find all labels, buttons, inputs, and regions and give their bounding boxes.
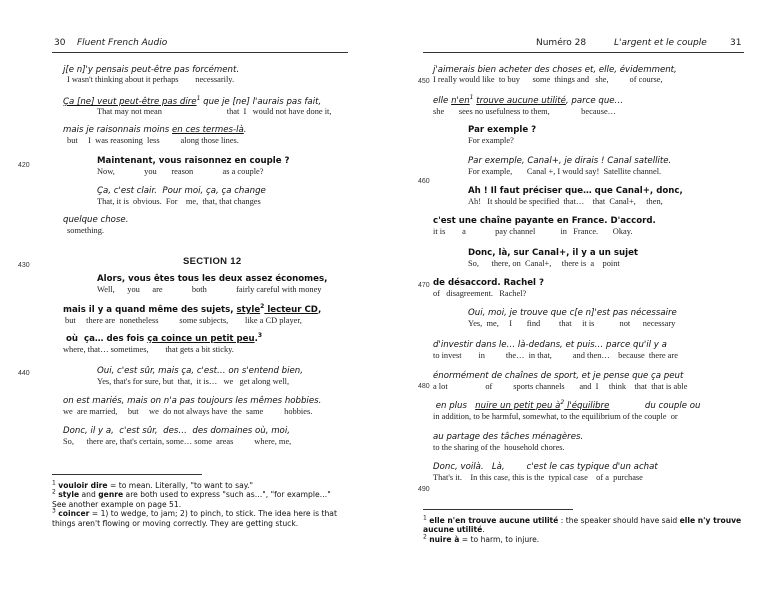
line-fr: Par exemple ? bbox=[468, 125, 537, 135]
line-en: That may not mean that I would not have done it, bbox=[97, 107, 332, 116]
line-fr: j[e n]'y pensais peut-être pas forcément. bbox=[63, 65, 240, 75]
issue-number: Numéro 28 bbox=[536, 38, 587, 48]
line-fr: Ça, c'est clair. Pour moi, ça, ça change bbox=[97, 186, 266, 196]
footnote-rule bbox=[423, 509, 573, 510]
line-fr: énormément de chaînes de sport, et je pense que ça peut bbox=[433, 371, 684, 381]
line-fr: Maintenant, vous raisonnez en couple ? bbox=[97, 156, 290, 166]
line-number: 480 bbox=[418, 383, 430, 390]
line-en: where, that… sometimes, that gets a bit sticky. bbox=[63, 345, 234, 354]
line-fr: Oui, moi, je trouve que c[e n]'est pas nécessaire bbox=[468, 308, 677, 318]
footnote-3: $^3$ coincer = 1) to wedge, to jam; 2) to pinch, to stick. The idea here is that things aren't flowing or moving correctly. They are getting stuck. bbox=[52, 507, 337, 528]
header-rule bbox=[52, 52, 348, 53]
line-number: 490 bbox=[418, 486, 430, 493]
line-en: Well, you are both fairly careful with money bbox=[97, 285, 322, 294]
line-fr: d'investir dans le… là-dedans, et puis… parce qu'il y a bbox=[433, 340, 667, 350]
line-fr: au partage des tâches ménagères. bbox=[433, 432, 584, 442]
section-title: SECTION 12 bbox=[183, 256, 242, 267]
line-fr: on est mariés, mais on n'a pas toujours les mêmes hobbies. bbox=[63, 396, 322, 406]
line-number: 430 bbox=[18, 262, 30, 269]
line-en: For example? bbox=[468, 136, 514, 145]
line-en: she sees no usefulness to them, because… bbox=[433, 107, 617, 116]
line-en: something. bbox=[67, 226, 104, 235]
line-en: we are married, but we do not always have the same hobbies. bbox=[63, 407, 313, 416]
line-fr: Oui, c'est sûr, mais ça, c'est… on s'entend bien, bbox=[97, 366, 303, 376]
line-number: 450 bbox=[418, 78, 430, 85]
line-en: to the sharing of the household chores. bbox=[433, 443, 565, 452]
line-en: Yes, me, I find that it is not necessary bbox=[468, 319, 676, 328]
line-number: 420 bbox=[18, 162, 30, 169]
line-en: I really would like to buy some things and she, of course, bbox=[433, 75, 663, 84]
book-title: Fluent French Audio bbox=[77, 38, 168, 48]
line-en: but I was reasoning less along those lines. bbox=[67, 136, 239, 145]
line-en: I wasn't thinking about it perhaps necessarily. bbox=[67, 75, 235, 84]
line-en: That, it is obvious. For me, that, that changes bbox=[97, 197, 261, 206]
line-fr: elle $n'en^1$ trouve aucune utilité, parce que… bbox=[433, 94, 624, 106]
footnote-1: $^1$ vouloir dire = to mean. Literally, "to want to say." bbox=[52, 479, 254, 490]
line-fr: où ça… des fois ça coince un petit peu.$^3$ bbox=[63, 332, 263, 344]
line-en: Now, you reason as a couple? bbox=[97, 167, 264, 176]
line-fr: Alors, vous êtes tous les deux assez économes, bbox=[97, 274, 328, 284]
line-en: Ah! It should be specified that… that Canal+, then, bbox=[468, 197, 663, 206]
line-fr: Donc, voilà. Là, c'est le cas typique d'un achat bbox=[433, 462, 658, 472]
chapter-title: L'argent et le couple bbox=[614, 38, 707, 48]
line-number: 460 bbox=[418, 178, 430, 185]
line-fr: Ah ! Il faut préciser que… que Canal+, donc, bbox=[468, 186, 683, 196]
footnote-2: $^2$ style and genre are both used to express "such as…", "for example…" See another example on page 51. bbox=[52, 488, 331, 509]
line-fr: Ça [ne] veut peut-être pas dire$^1$ que je [ne] l'aurais pas fait, bbox=[63, 95, 322, 107]
line-en: That's it. In this case, this is the typical case of a purchase bbox=[433, 473, 643, 482]
right-page-number: 31 bbox=[730, 38, 742, 48]
line-en: in addition, to be harmful, somewhat, to the equilibrium of the couple or bbox=[433, 412, 678, 421]
line-fr: c'est une chaîne payante en France. D'accord. bbox=[433, 216, 656, 226]
line-en: but there are nonetheless some subjects, like a CD player, bbox=[65, 316, 302, 325]
line-en: of disagreement. Rachel? bbox=[433, 289, 527, 298]
footnotes bbox=[423, 516, 743, 544]
line-en: it is a pay channel in France. Okay. bbox=[433, 227, 633, 236]
line-fr: Donc, là, sur Canal+, il y a un sujet bbox=[468, 248, 639, 258]
line-en: So, there, on Canal+, there is a point bbox=[468, 259, 620, 268]
footnote-2: $^2$ nuire à = to harm, to injure. bbox=[423, 533, 540, 544]
line-en: For example, Canal +, I would say! Satellite channel. bbox=[468, 167, 662, 176]
line-fr: j'aimerais bien acheter des choses et, elle, évidemment, bbox=[433, 65, 677, 75]
footnote-rule bbox=[52, 474, 202, 475]
footnote-1: $^1$ elle n'en trouve aucune utilité : the speaker should have said elle n'y trouve aucune utilité. bbox=[423, 514, 742, 535]
header-rule bbox=[423, 52, 744, 53]
line-fr: Donc, il y a, c'est sûr, des… des domaines où, moi, bbox=[63, 426, 290, 436]
line-fr: de désaccord. Rachel ? bbox=[433, 278, 544, 288]
line-number: 440 bbox=[18, 370, 30, 377]
line-en: a lot of sports channels and I think that that is able bbox=[433, 382, 688, 391]
line-en: to invest in the… in that, and then… because there are bbox=[433, 351, 678, 360]
line-fr: en plus nuire un petit peu $à^2$ l'équilibre du couple ou bbox=[433, 399, 701, 411]
line-fr: mais je raisonnais moins en ces termes-là. bbox=[63, 125, 247, 135]
right-page bbox=[384, 0, 768, 593]
line-en: So, there are, that's certain, some… some areas where, me, bbox=[63, 437, 292, 446]
left-page-number: 30 bbox=[54, 38, 66, 48]
line-en: Yes, that's for sure, but that, it is… we get along well, bbox=[97, 377, 290, 386]
line-fr: quelque chose. bbox=[63, 215, 129, 225]
footnotes bbox=[52, 481, 342, 528]
line-fr: Par exemple, Canal+, je dirais ! Canal satellite. bbox=[468, 156, 672, 166]
line-number: 470 bbox=[418, 282, 430, 289]
line-fr: mais il y a quand même des sujets, style$^2$ lecteur CD, bbox=[63, 303, 322, 315]
